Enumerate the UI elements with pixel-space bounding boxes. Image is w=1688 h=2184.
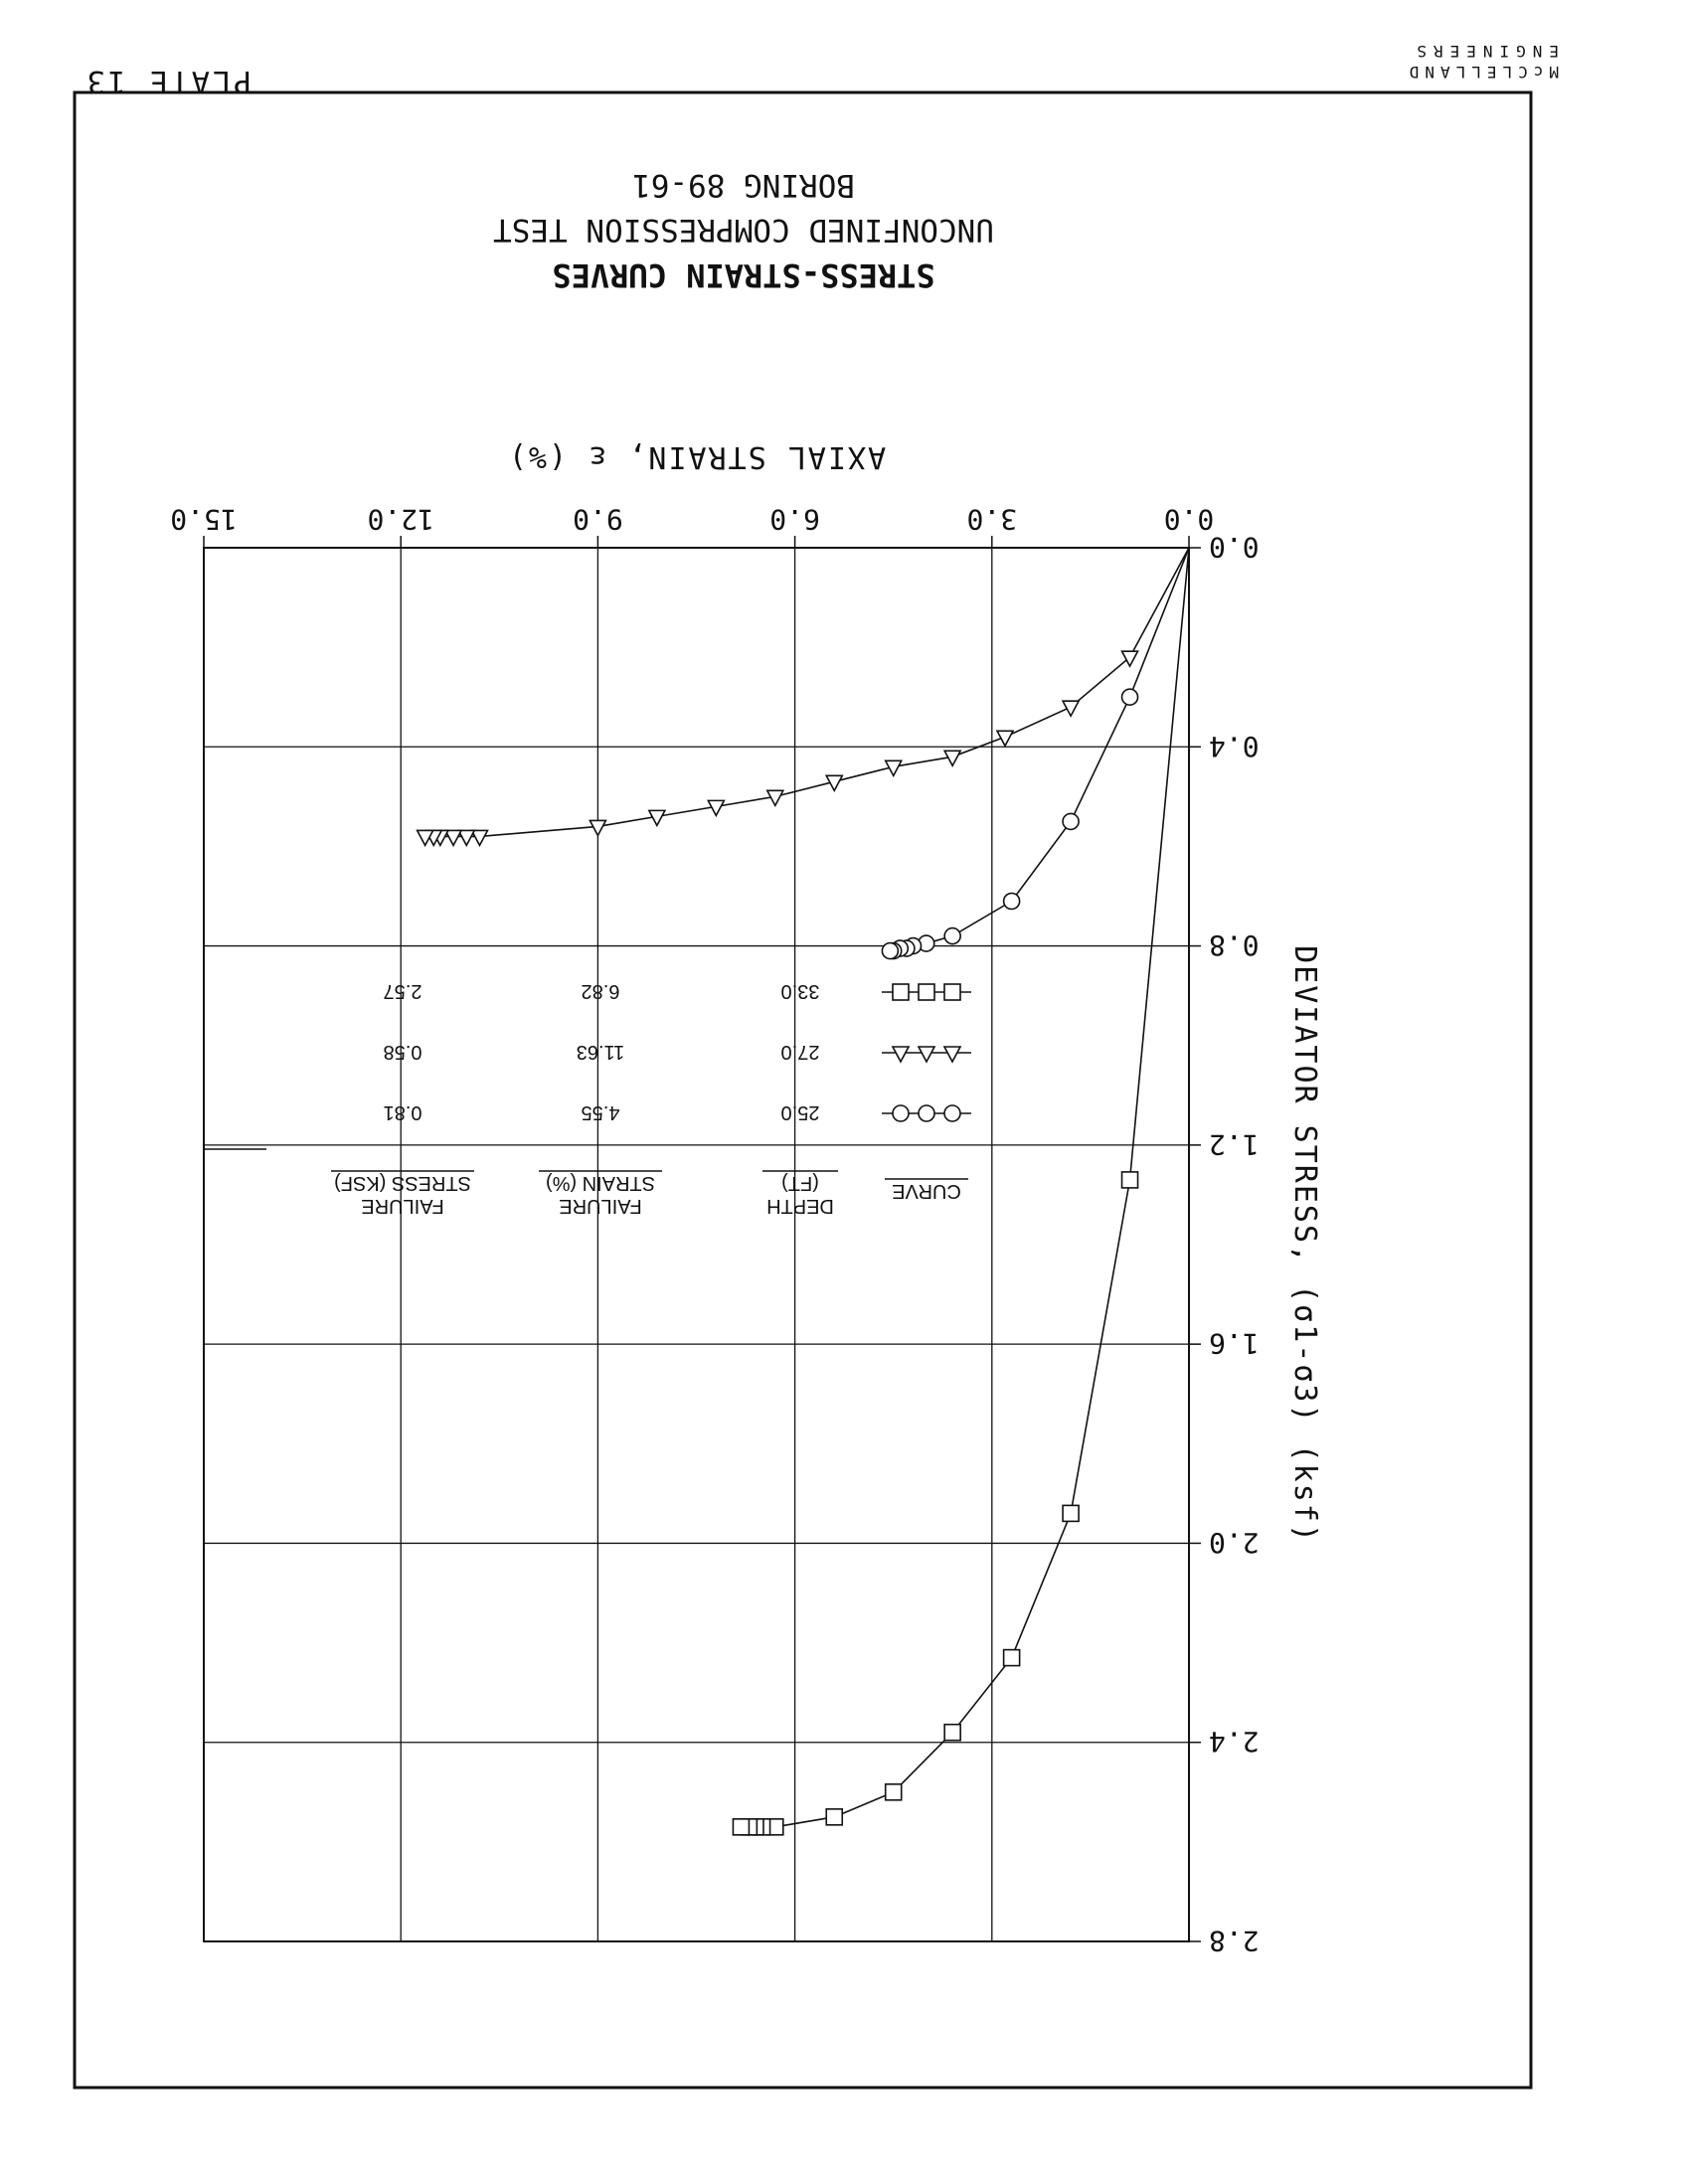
data-point-square	[944, 1725, 960, 1741]
x-tick-label: 6.0	[769, 503, 820, 536]
legend-marker-circle	[893, 1105, 909, 1121]
page-header	[84, 42, 1560, 98]
data-point-triangle	[1063, 701, 1079, 716]
legend-depth-value: 27.0	[780, 1041, 820, 1063]
data-point-square	[886, 1784, 902, 1800]
chart-subtitle: UNCONFINED COMPRESSION TEST	[493, 212, 994, 248]
series-line-triangle	[425, 548, 1189, 836]
company-name-line2: ENGINEERS	[1410, 42, 1559, 61]
title-block	[493, 167, 994, 294]
data-point-triangle	[590, 820, 605, 835]
legend-marker-square	[919, 984, 934, 1000]
plot-frame	[204, 548, 1189, 1941]
legend-marker-square	[944, 984, 960, 1000]
legend-strain-value: 11.63	[576, 1041, 625, 1063]
chart-title: STRESS-STRAIN CURVES	[552, 256, 935, 294]
legend-strain-value: 4.55	[581, 1101, 620, 1123]
legend-header-failure-stress: FAILURE	[361, 1195, 444, 1217]
legend-marker-circle	[944, 1105, 960, 1121]
data-point-square	[1122, 1172, 1138, 1188]
legend-marker-square	[893, 984, 909, 1000]
legend-stress-value: 0.58	[383, 1041, 422, 1063]
data-point-circle	[1063, 813, 1079, 829]
legend-marker-triangle	[944, 1047, 960, 1062]
y-tick-label: 2.4	[1209, 1725, 1260, 1759]
x-tick-label: 12.0	[367, 503, 434, 536]
y-tick-label: 0.4	[1209, 730, 1260, 763]
legend-table	[204, 980, 971, 1217]
series-line-circle	[890, 548, 1189, 951]
legend-stress-value: 2.57	[383, 980, 422, 1002]
data-point-square	[1063, 1505, 1079, 1521]
data-point-circle	[944, 928, 960, 944]
legend-depth-value: 33.0	[780, 980, 820, 1002]
data-point-square	[733, 1819, 749, 1835]
legend-header-depth: DEPTH	[766, 1195, 834, 1217]
x-tick-label: 0.0	[1163, 503, 1215, 536]
legend-stress-value: 0.81	[383, 1101, 422, 1123]
legend-header-depth-unit: (FT)	[781, 1172, 819, 1194]
y-tick-label: 0.8	[1209, 928, 1260, 962]
legend-header-failure-strain: FAILURE	[559, 1195, 642, 1217]
y-tick-label: 2.0	[1209, 1526, 1260, 1560]
data-point-circle	[1004, 894, 1020, 910]
x-axis-label: AXIAL STRAIN, ε (%)	[506, 439, 887, 474]
data-point-triangle	[1122, 651, 1138, 666]
data-point-circle	[882, 943, 898, 959]
legend-marker-triangle	[893, 1047, 909, 1062]
legend-depth-value: 25.0	[780, 1101, 820, 1123]
legend-header-stress-unit: STRESS (KSF)	[334, 1172, 471, 1194]
data-point-square	[826, 1809, 842, 1825]
data-point-circle	[1122, 689, 1138, 705]
plot-area	[170, 439, 1322, 1957]
plate-number: PLATE 13	[84, 64, 252, 98]
legend-strain-value: 6.82	[581, 980, 620, 1002]
data-point-square	[1004, 1650, 1020, 1666]
x-tick-label: 3.0	[966, 503, 1018, 536]
legend-header-curve: CURVE	[892, 1180, 961, 1202]
y-tick-label: 0.0	[1209, 531, 1260, 564]
legend-marker-circle	[919, 1105, 934, 1121]
company-name-line1: McCLELLAND	[1403, 63, 1559, 82]
y-tick-label: 2.8	[1209, 1925, 1260, 1957]
y-tick-label: 1.6	[1209, 1327, 1260, 1361]
y-tick-label: 1.2	[1209, 1127, 1260, 1161]
boring-label: BORING 89-61	[632, 167, 855, 203]
x-tick-label: 15.0	[170, 503, 238, 536]
y-axis-label: DEVIATOR STRESS, (σ1-σ3) (ksf)	[1287, 945, 1322, 1544]
legend-marker-triangle	[919, 1047, 934, 1062]
x-tick-label: 9.0	[573, 503, 623, 536]
legend-header-strain-unit: STRAIN (%)	[546, 1172, 655, 1194]
